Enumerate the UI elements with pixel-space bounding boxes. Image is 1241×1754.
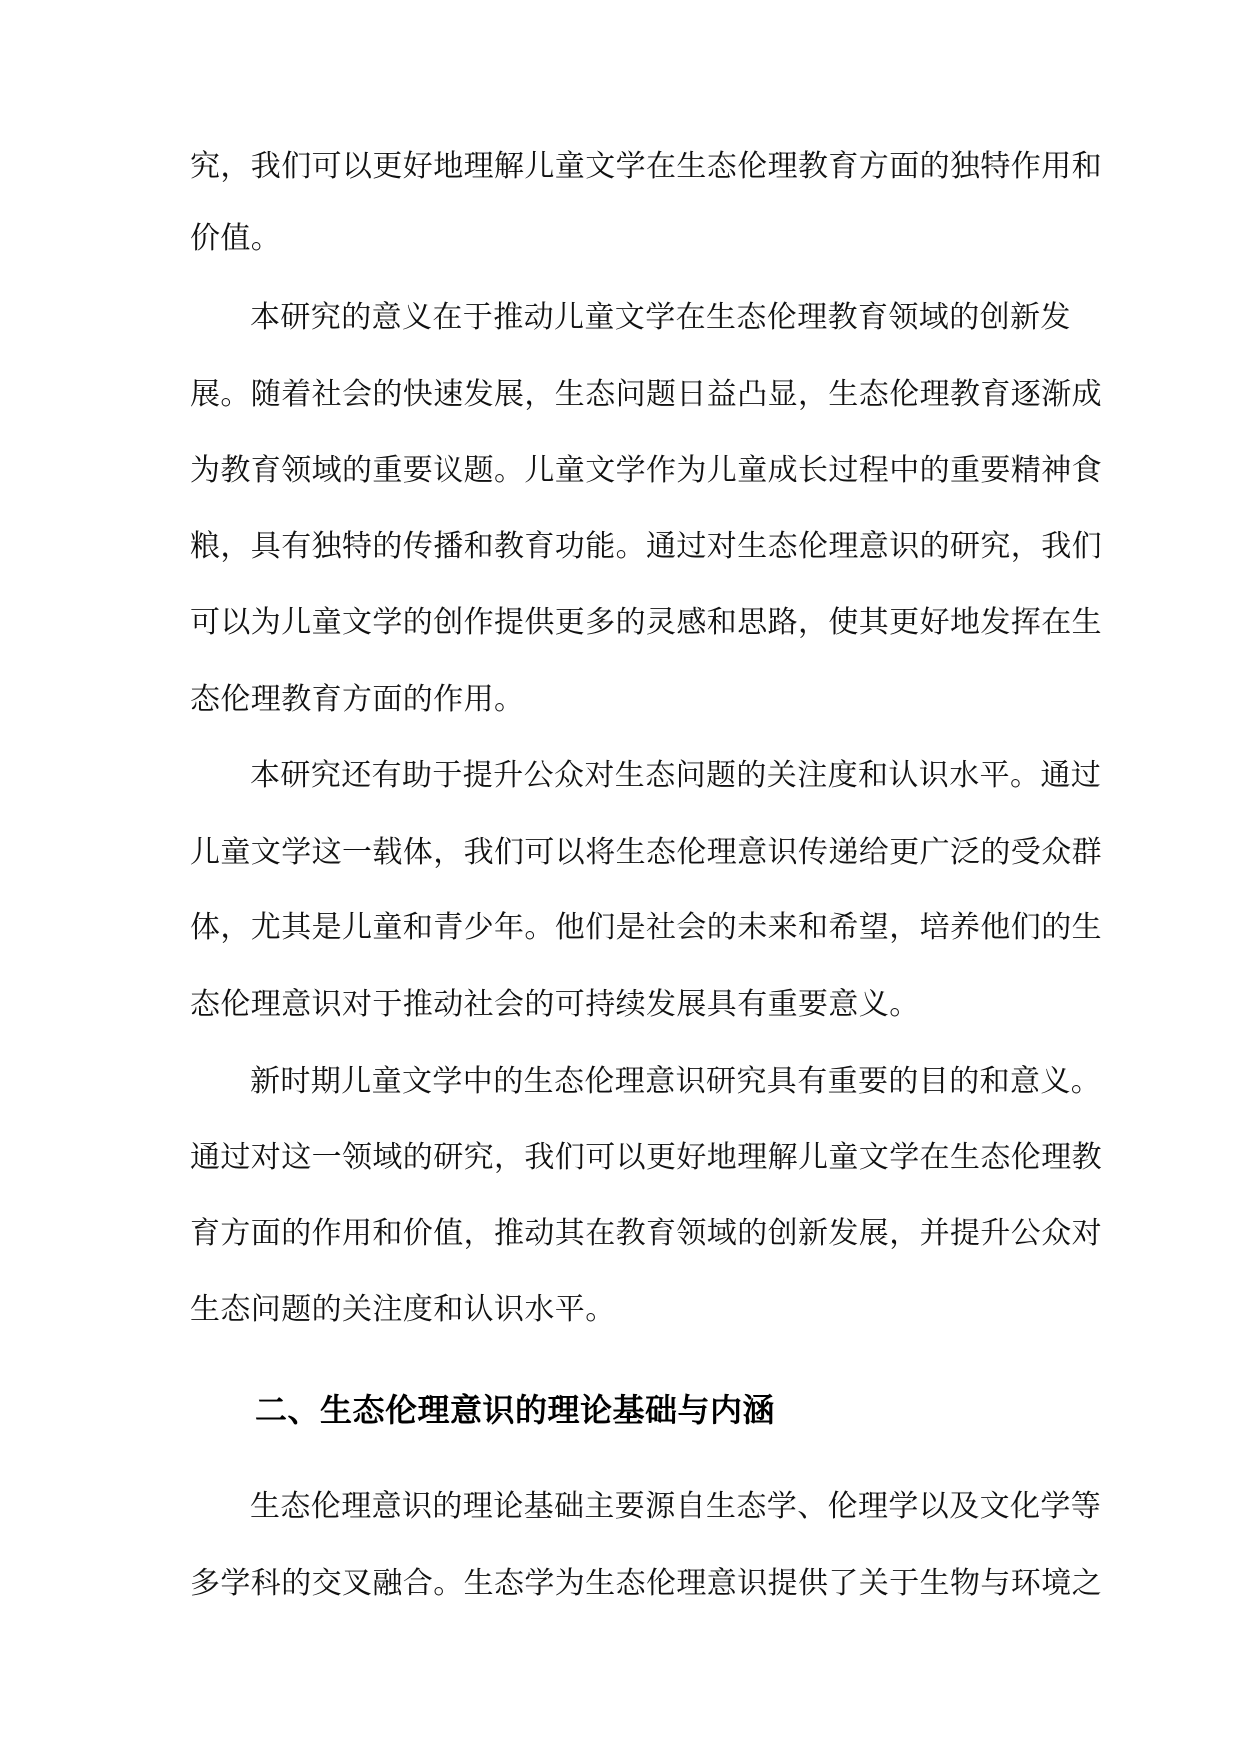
text-line: 粮，具有独特的传播和教育功能。通过对生态伦理意识的研究，我们 xyxy=(190,529,1102,564)
text-line: 态伦理意识对于推动社会的可持续发展具有重要意义。 xyxy=(190,987,920,1022)
text-line: 体，尤其是儿童和青少年。他们是社会的未来和希望，培养他们的生 xyxy=(190,910,1102,945)
paragraph-first-line: 本研究的意义在于推动儿童文学在生态伦理教育领域的创新发 xyxy=(250,300,1071,335)
text-line: 展。随着社会的快速发展，生态问题日益凸显，生态伦理教育逐渐成 xyxy=(190,377,1102,412)
text-line: 态伦理教育方面的作用。 xyxy=(190,682,525,717)
text-line: 价值。 xyxy=(190,221,282,256)
paragraph-first-line: 新时期儿童文学中的生态伦理意识研究具有重要的目的和意义。 xyxy=(250,1064,1102,1099)
paragraph-first-line: 生态伦理意识的理论基础主要源自生态学、伦理学以及文化学等 xyxy=(250,1489,1102,1524)
text-line: 可以为儿童文学的创作提供更多的灵感和思路，使其更好地发挥在生 xyxy=(190,605,1102,640)
text-line: 儿童文学这一载体，我们可以将生态伦理意识传递给更广泛的受众群 xyxy=(190,835,1102,870)
text-line: 为教育领域的重要议题。儿童文学作为儿童成长过程中的重要精神食 xyxy=(190,453,1102,488)
text-line: 究，我们可以更好地理解儿童文学在生态伦理教育方面的独特作用和 xyxy=(190,149,1102,184)
text-line: 育方面的作用和价值，推动其在教育领域的创新发展，并提升公众对 xyxy=(190,1216,1102,1251)
section-heading: 二、生态伦理意识的理论基础与内涵 xyxy=(255,1391,776,1429)
text-line: 通过对这一领域的研究，我们可以更好地理解儿童文学在生态伦理教 xyxy=(190,1140,1102,1175)
text-line: 多学科的交叉融合。生态学为生态伦理意识提供了关于生物与环境之 xyxy=(190,1566,1102,1601)
text-line: 生态问题的关注度和认识水平。 xyxy=(190,1292,616,1327)
paragraph-first-line: 本研究还有助于提升公众对生态问题的关注度和认识水平。通过 xyxy=(250,758,1102,793)
